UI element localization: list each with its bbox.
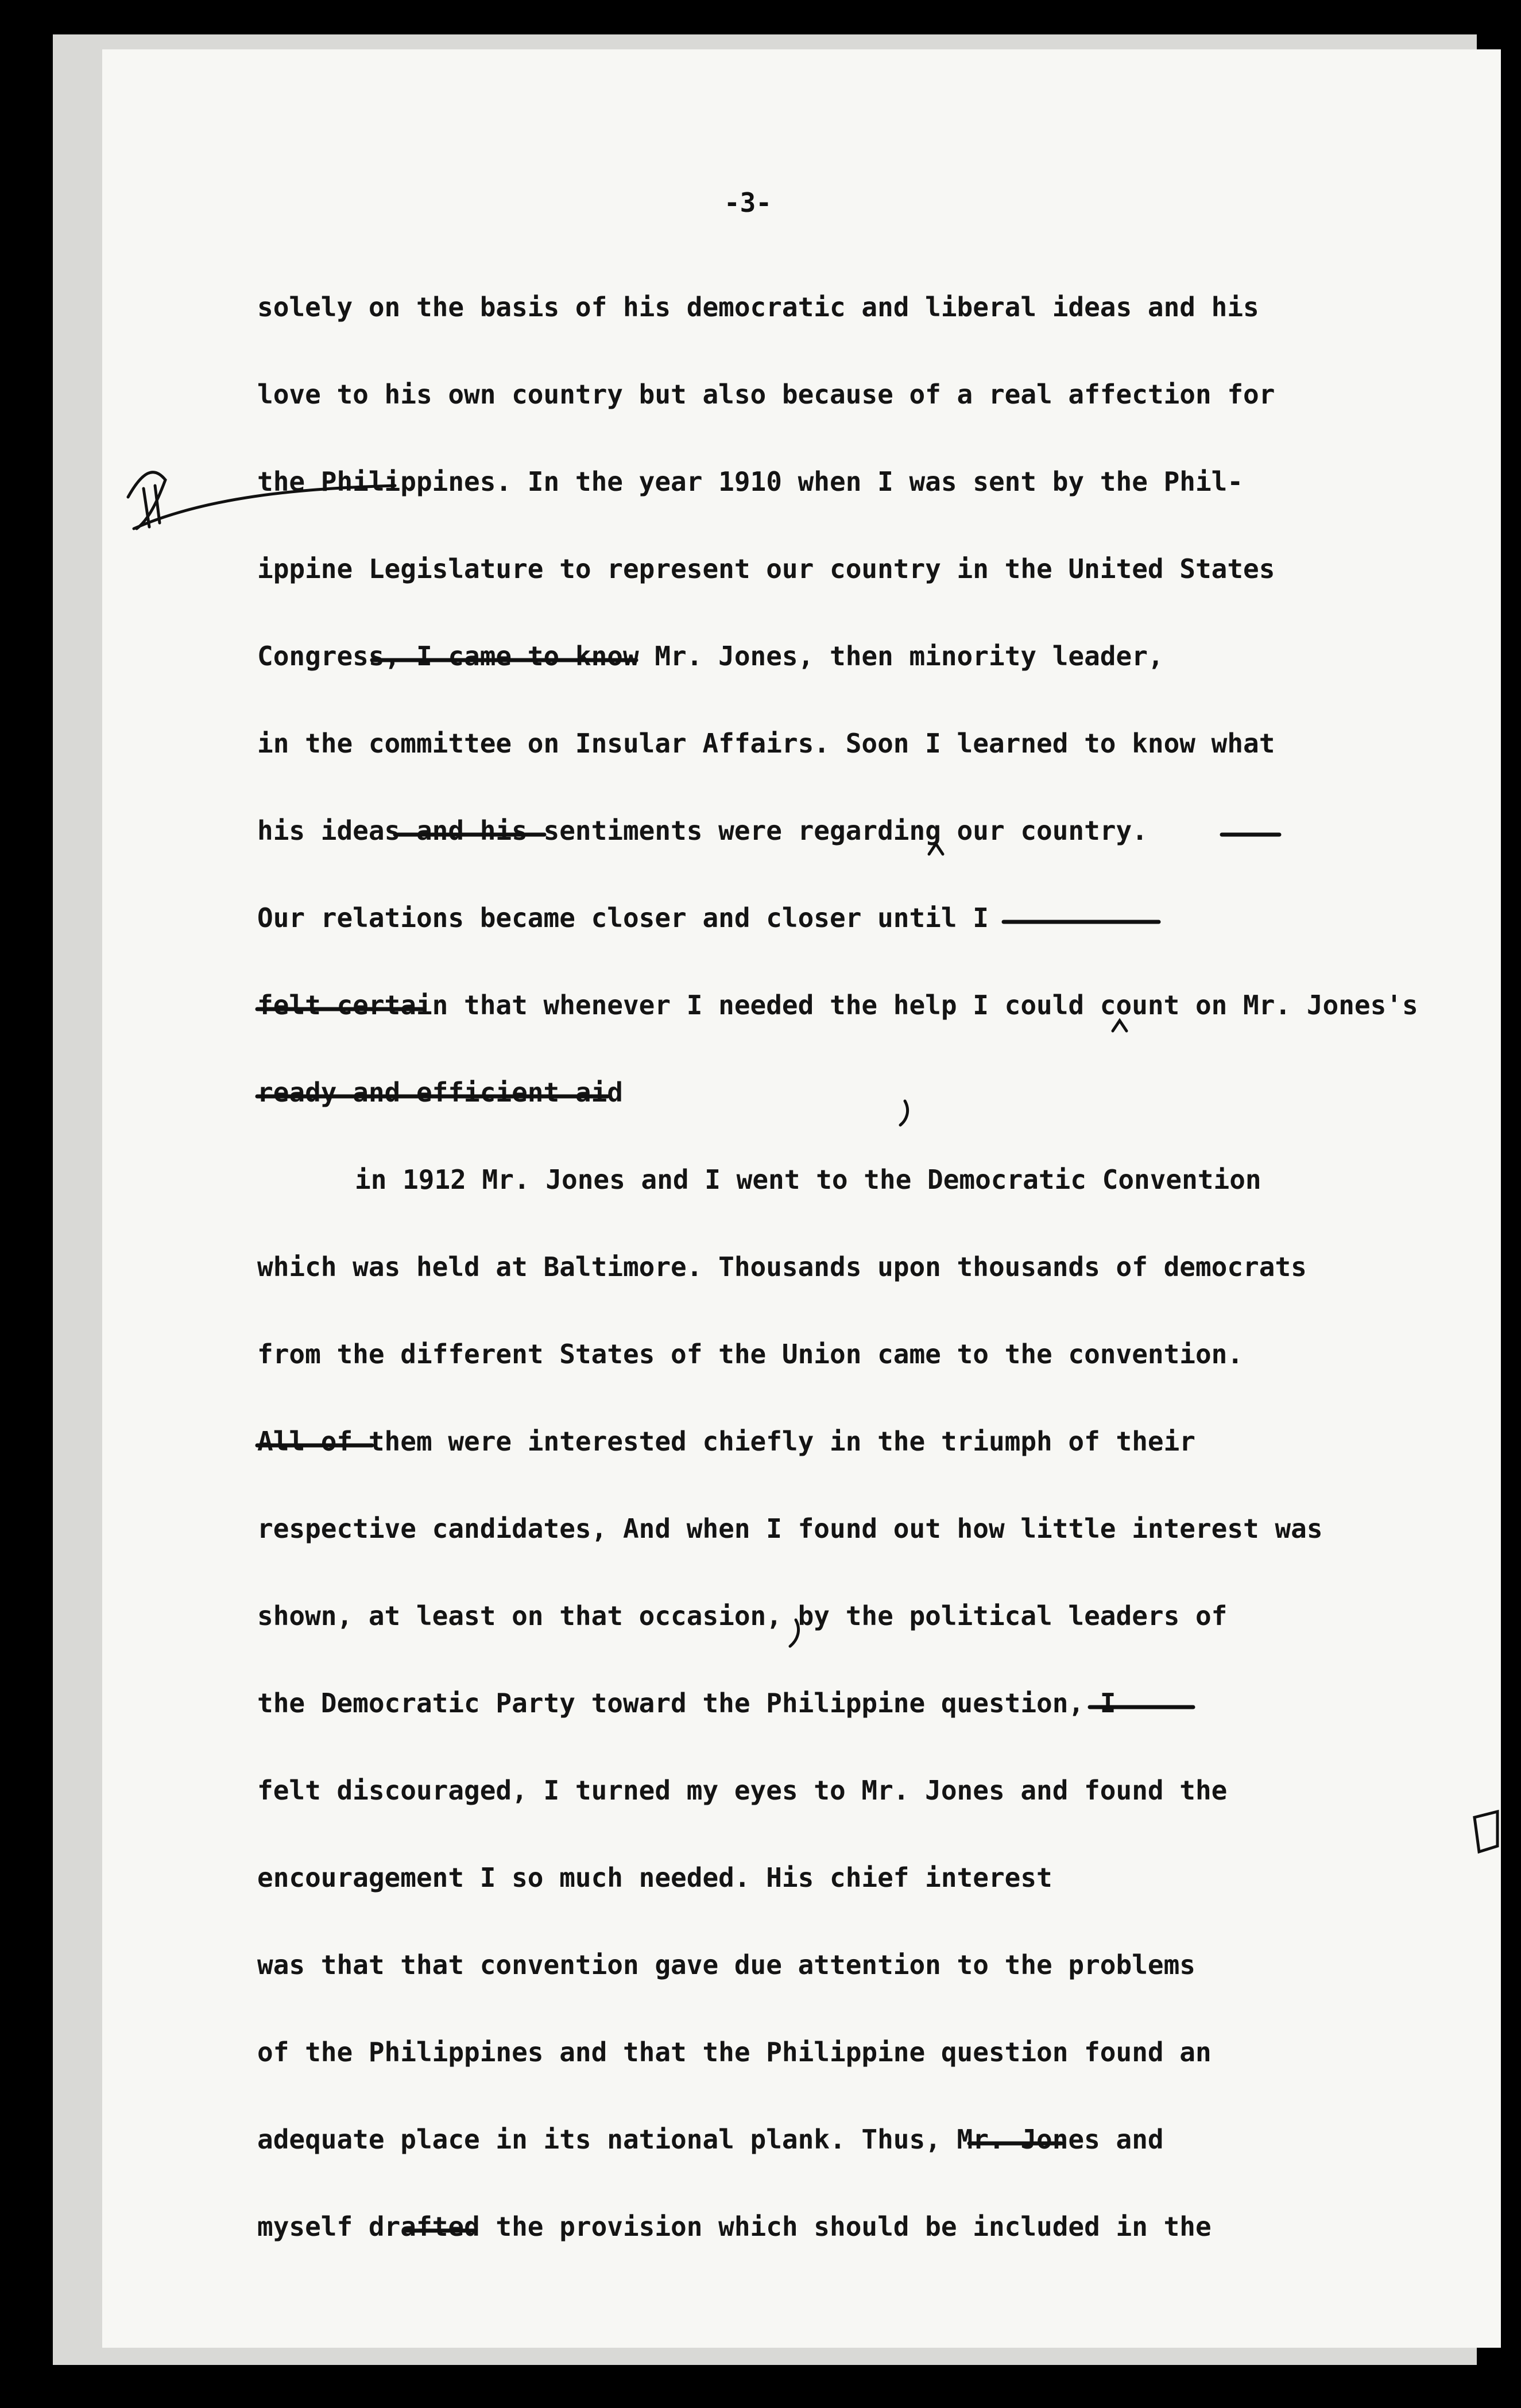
text-line-16: shown, at least on that occasion, by the political leaders of — [257, 1600, 1228, 1631]
caret-mark-line-9 — [1113, 1021, 1127, 1031]
text-line-8: Our relations became closer and closer until I — [257, 902, 989, 933]
text-line-4: ippine Legislature to represent our country in the United States — [257, 553, 1275, 584]
text-line-17: the Democratic Party toward the Philippine question, I — [257, 1688, 1116, 1719]
text-line-20: was that that convention gave due attention to the problems — [257, 1949, 1195, 1980]
text-line-1: solely on the basis of his democratic and liberal ideas and his — [257, 292, 1259, 323]
text-line-19: encouragement I so much needed. His chief interest — [257, 1862, 1052, 1893]
text-line-9: felt certain that whenever I needed the help I could count on Mr. Jones's — [257, 990, 1418, 1021]
typed-document-page — [102, 49, 1501, 2348]
text-line-15: respective candidates, And when I found out how little interest was — [257, 1513, 1323, 1544]
text-line-6: in the committee on Insular Affairs. Soon I learned to know what — [257, 728, 1275, 759]
text-line-2: love to his own country but also because of a real affection for — [257, 379, 1275, 410]
text-line-14: All of them were interested chiefly in the triumph of their — [257, 1426, 1195, 1457]
paper-stack — [53, 34, 1477, 2365]
text-line-7: his ideas and his sentiments were regarding our country. — [257, 815, 1148, 846]
text-line-3: the Philippines. In the year 1910 when I was sent by the Phil- — [257, 466, 1244, 497]
text-line-23: myself drafted the provision which should be included in the — [257, 2211, 1212, 2242]
edge-mark-right — [1474, 1812, 1497, 1852]
text-line-10: ready and efficient aid — [257, 1077, 623, 1108]
page-number: -3- — [723, 187, 772, 218]
text-line-13: from the different States of the Union came to the convention. — [257, 1339, 1244, 1370]
text-line-22: adequate place in its national plank. Thus, Mr. Jones and — [257, 2124, 1164, 2155]
text-line-11: in 1912 Mr. Jones and I went to the Democratic Convention — [355, 1164, 1261, 1195]
text-line-21: of the Philippines and that the Philippine question found an — [257, 2037, 1212, 2068]
text-line-12: which was held at Baltimore. Thousands upon thousands of democrats — [257, 1251, 1307, 1282]
text-line-5: Congress, I came to know Mr. Jones, then minority leader, — [257, 641, 1164, 672]
text-line-18: felt discouraged, I turned my eyes to Mr. Jones and found the — [257, 1775, 1228, 1806]
